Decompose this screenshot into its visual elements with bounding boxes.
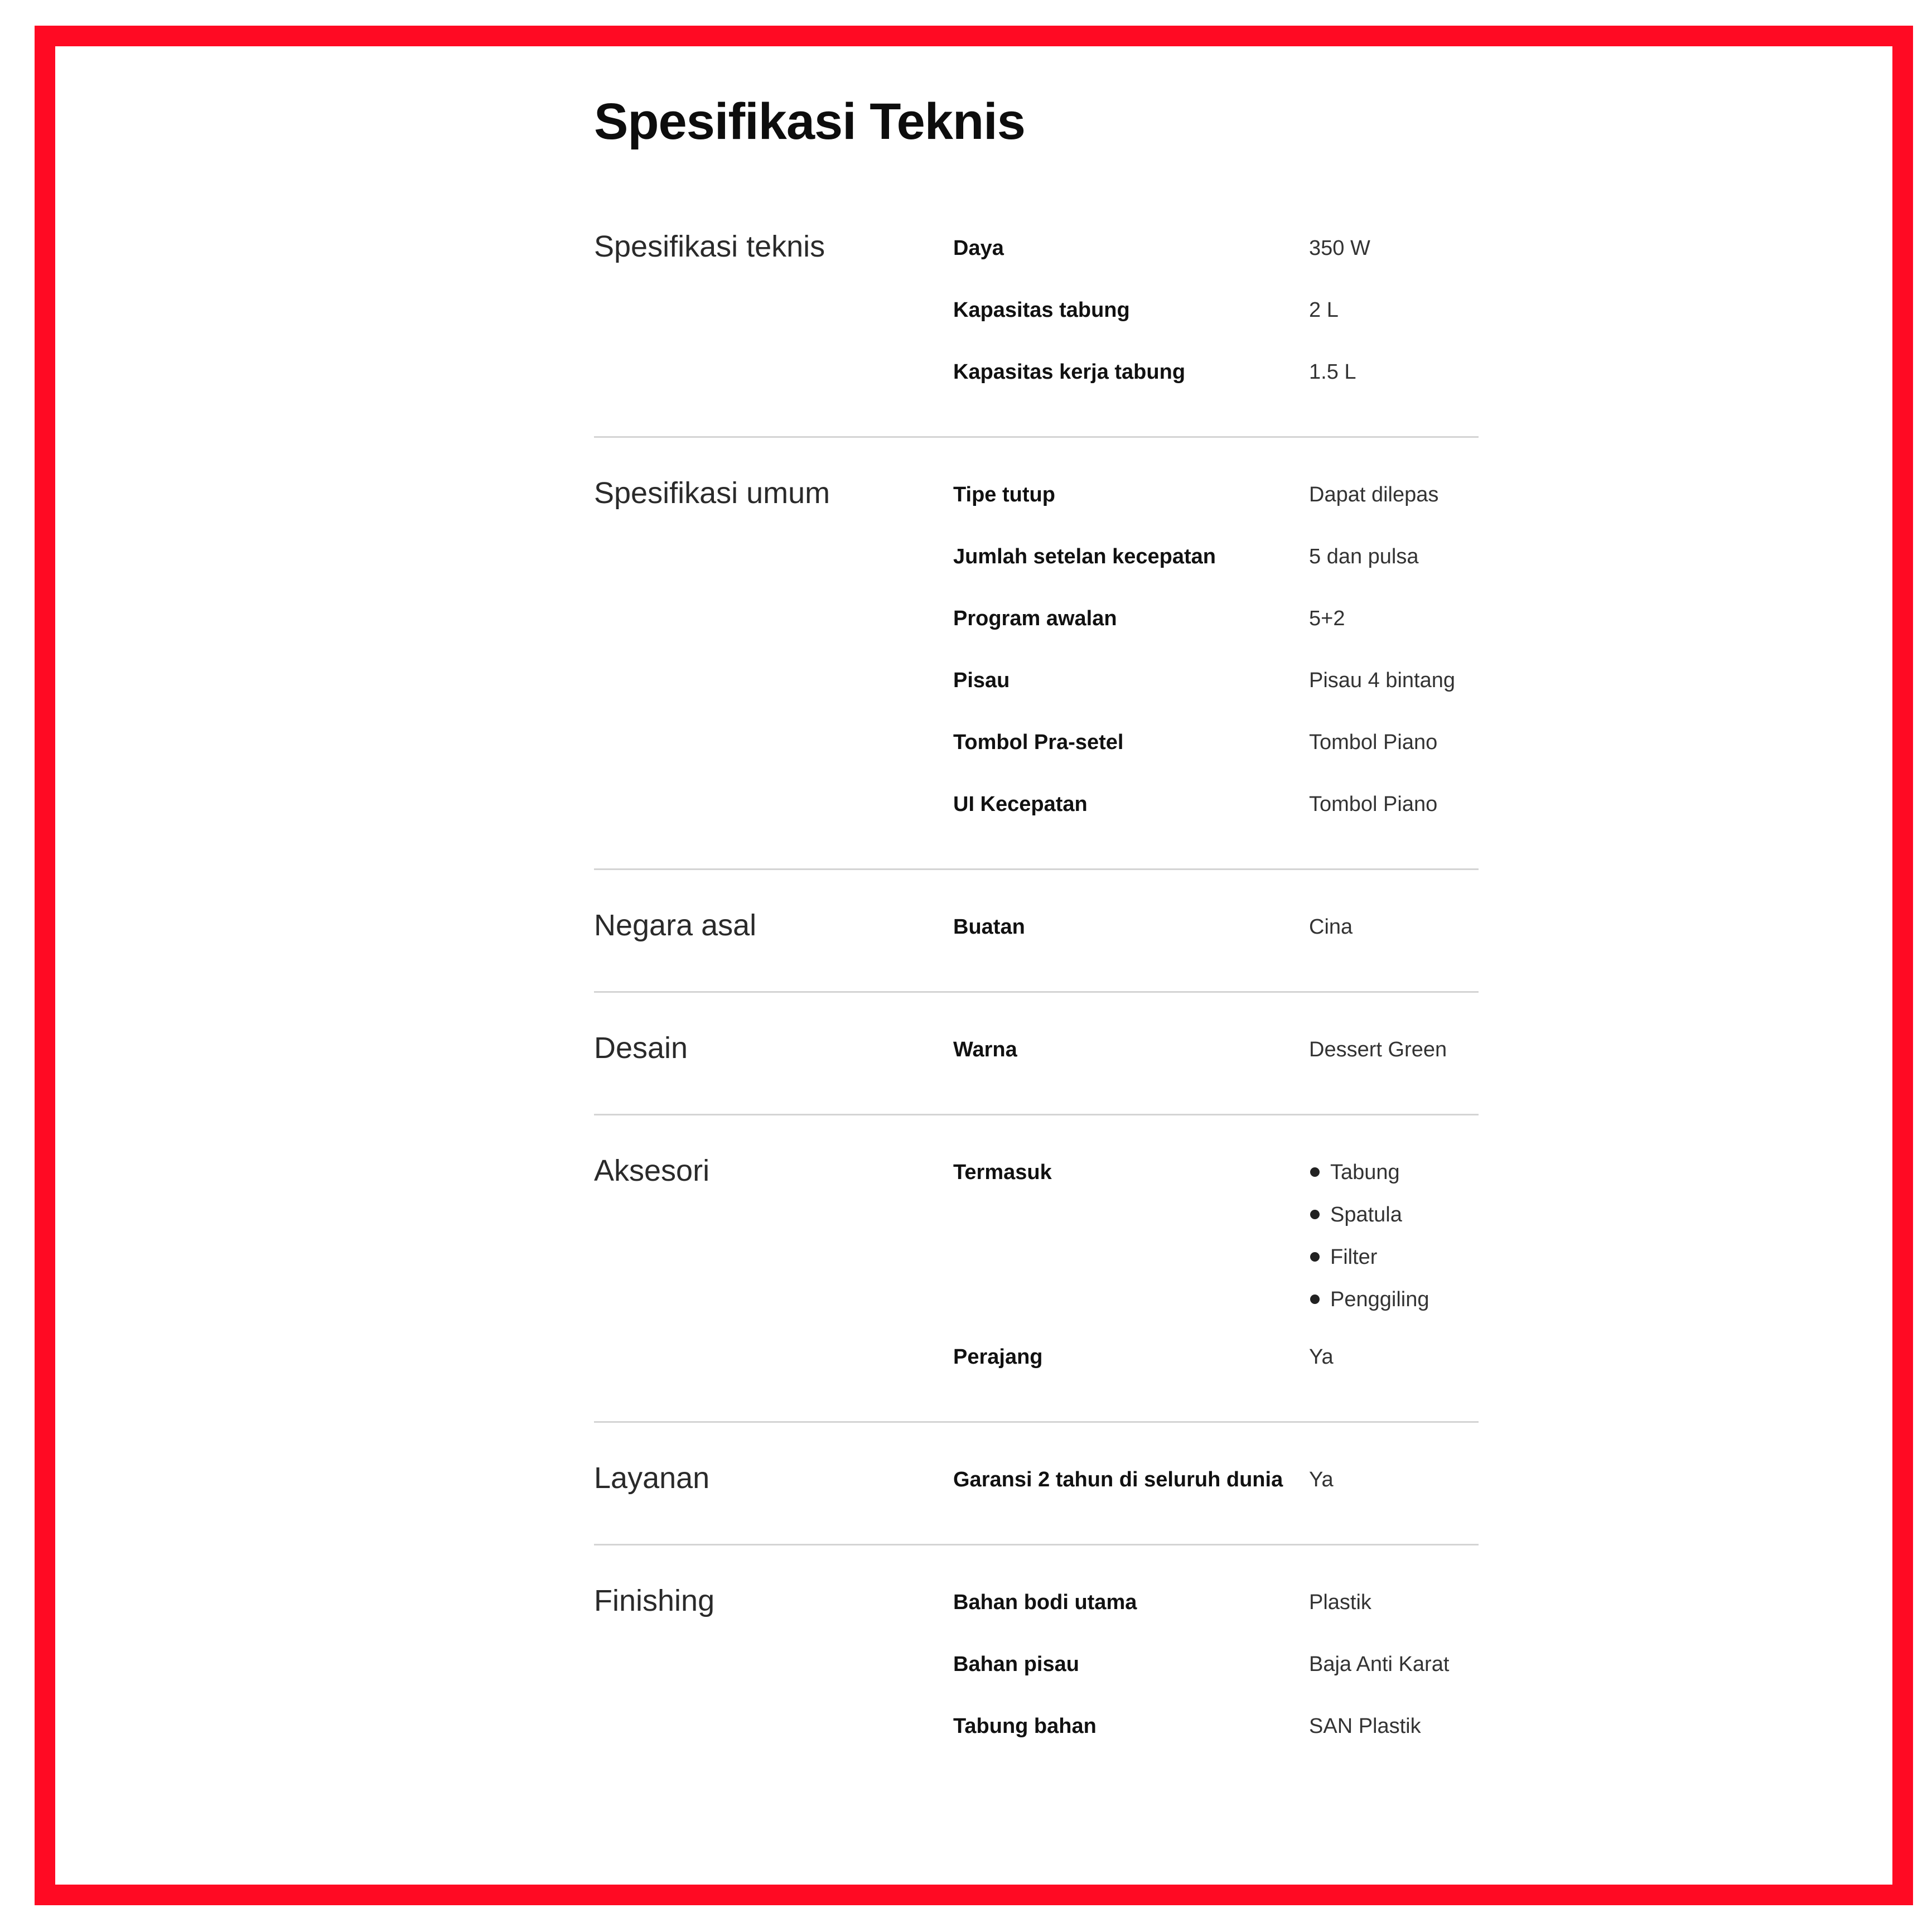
- spec-value: 5 dan pulsa: [1309, 545, 1419, 568]
- spec-label: Bahan bodi utama: [953, 1591, 1137, 1614]
- spec-value: Pisau 4 bintang: [1309, 669, 1455, 692]
- section-title: Finishing: [594, 1584, 715, 1617]
- spec-value: Ya: [1309, 1345, 1334, 1369]
- bullet-icon: [1310, 1210, 1320, 1219]
- spec-rows: [953, 231, 1479, 417]
- bullet-icon: [1310, 1167, 1320, 1177]
- spec-rows: [953, 910, 1479, 972]
- list-item-text: Filter: [1330, 1245, 1378, 1269]
- section-title: Spesifikasi umum: [594, 476, 830, 510]
- spec-label: Perajang: [953, 1345, 1043, 1369]
- bullet-icon: [1310, 1295, 1320, 1304]
- page-title: Spesifikasi Teknis: [594, 93, 1025, 150]
- spec-row: [953, 1709, 1479, 1771]
- list-item: [1309, 1283, 1429, 1325]
- included-items-list: [1309, 1156, 1429, 1325]
- spec-label: Jumlah setelan kecepatan: [953, 545, 1216, 568]
- spec-row: [953, 664, 1479, 726]
- spec-row: [953, 602, 1479, 664]
- list-item: [1309, 1198, 1429, 1240]
- spec-section: [594, 993, 1479, 1114]
- spec-label: Tabung bahan: [953, 1714, 1097, 1738]
- spec-value: Baja Anti Karat: [1309, 1653, 1450, 1676]
- spec-rows: [953, 478, 1479, 849]
- spec-rows: [953, 1033, 1479, 1095]
- red-frame: [35, 26, 1913, 1905]
- spec-row: [953, 788, 1479, 849]
- spec-label: Kapasitas kerja tabung: [953, 360, 1186, 384]
- section-title: Aksesori: [594, 1154, 710, 1187]
- spec-value: 5+2: [1309, 607, 1345, 630]
- spec-value: Ya: [1309, 1468, 1334, 1491]
- spec-value: Tombol Piano: [1309, 793, 1438, 816]
- spec-value: 2 L: [1309, 298, 1339, 322]
- spec-section: [594, 1545, 1479, 1790]
- spec-value: SAN Plastik: [1309, 1714, 1421, 1738]
- spec-label: Daya: [953, 236, 1004, 260]
- spec-rows: [953, 1156, 1479, 1402]
- spec-section: [594, 191, 1479, 436]
- spec-label: UI Kecepatan: [953, 793, 1088, 816]
- bullet-icon: [1310, 1252, 1320, 1262]
- spec-label: Kapasitas tabung: [953, 298, 1130, 322]
- spec-rows: [953, 1586, 1479, 1771]
- spec-row: [953, 726, 1479, 788]
- spec-row: [953, 910, 1479, 972]
- spec-rows: [953, 1463, 1479, 1525]
- spec-value-list: [1309, 1156, 1429, 1325]
- spec-label: Tipe tutup: [953, 483, 1055, 506]
- list-item: [1309, 1156, 1429, 1198]
- section-title: Desain: [594, 1031, 688, 1065]
- spec-section: [594, 438, 1479, 868]
- spec-section: [594, 870, 1479, 991]
- spec-row: [953, 478, 1479, 540]
- spec-row: [953, 1033, 1479, 1095]
- spec-value: Plastik: [1309, 1591, 1371, 1614]
- spec-sections: [594, 191, 1479, 1790]
- spec-value: Dapat dilepas: [1309, 483, 1439, 506]
- spec-row: [953, 355, 1479, 417]
- spec-label: Bahan pisau: [953, 1653, 1079, 1676]
- list-item-text: Spatula: [1330, 1203, 1402, 1226]
- spec-value: Dessert Green: [1309, 1038, 1447, 1061]
- spec-label: Buatan: [953, 915, 1025, 939]
- spec-row: [953, 540, 1479, 602]
- spec-label: Garansi 2 tahun di seluruh dunia: [953, 1468, 1283, 1491]
- spec-label: Warna: [953, 1038, 1017, 1061]
- spec-section: [594, 1423, 1479, 1544]
- spec-row: [953, 1463, 1479, 1525]
- spec-label: Program awalan: [953, 607, 1117, 630]
- spec-label: Pisau: [953, 669, 1010, 692]
- spec-row: [953, 1586, 1479, 1648]
- spec-value: 1.5 L: [1309, 360, 1356, 384]
- list-item-text: Penggiling: [1330, 1288, 1429, 1311]
- list-item: [1309, 1240, 1429, 1283]
- spec-row: [953, 293, 1479, 355]
- spec-label: Termasuk: [953, 1161, 1052, 1184]
- spec-row: [953, 1648, 1479, 1709]
- spec-section: [594, 1115, 1479, 1421]
- list-item-text: Tabung: [1330, 1161, 1400, 1184]
- spec-row: [953, 1156, 1479, 1340]
- section-title: Spesifikasi teknis: [594, 230, 825, 263]
- spec-value: Tombol Piano: [1309, 731, 1438, 754]
- spec-row: [953, 231, 1479, 293]
- spec-value: Cina: [1309, 915, 1353, 939]
- section-title: Negara asal: [594, 909, 757, 942]
- spec-label: Tombol Pra-setel: [953, 731, 1124, 754]
- section-title: Layanan: [594, 1461, 710, 1495]
- spec-row: [953, 1340, 1479, 1402]
- spec-value: 350 W: [1309, 236, 1370, 260]
